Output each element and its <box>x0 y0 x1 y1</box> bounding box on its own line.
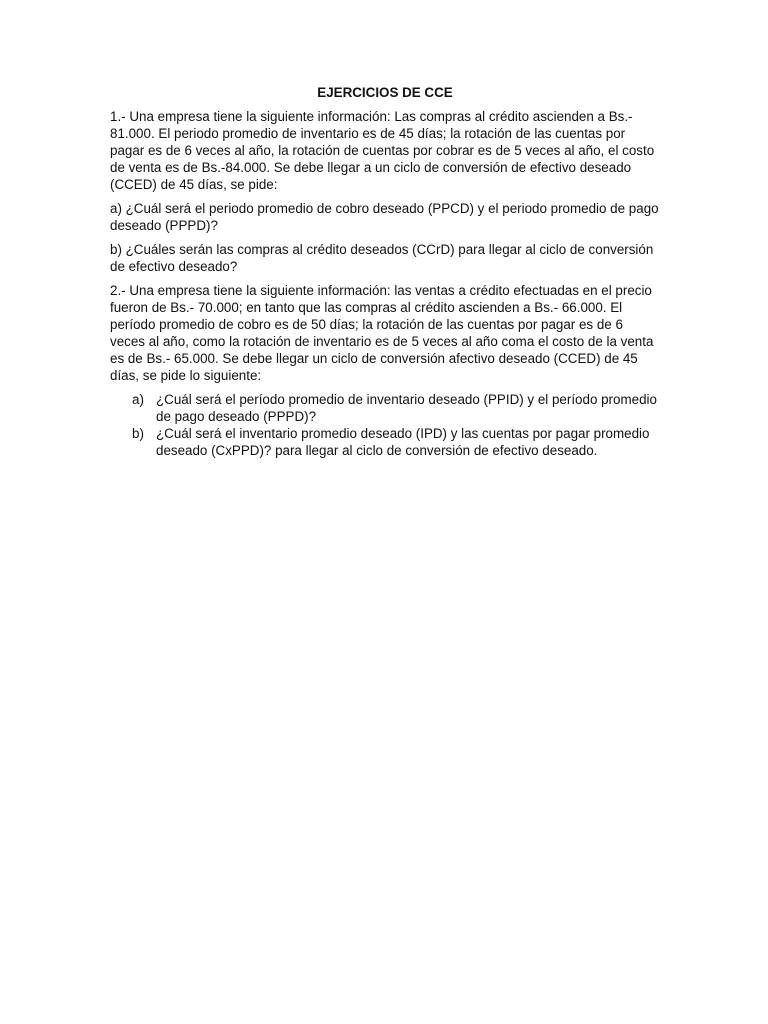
list-item-text: ¿Cuál será el inventario promedio deseado (IPD) y las cuentas por pagar promedio deseado (CxPPD)? para llegar al ciclo de conversión de efectivo deseado. <box>156 426 650 458</box>
list-marker: b) <box>132 426 144 441</box>
list-item-text: ¿Cuál será el período promedio de inventario deseado (PPID) y el período promedio de pago deseado (PPPD)? <box>156 392 657 424</box>
exercise-2-intro: 2.- Una empresa tiene la siguiente información: las ventas a crédito efectuadas en el precio fueron de Bs.- 70.000; en tanto que las compras al crédito ascienden a Bs.- 66.000. El período promedio de cobro es de 50 días; la rotación de las cuentas por pagar es de 6 veces al año, como la rotación de inventario es de 5 veces al año coma el costo de la venta es de Bs.- 65.000. Se debe llegar un ciclo de conversión afectivo deseado (CCED) de 45 días, se pide lo siguiente: <box>110 283 654 383</box>
document-title: EJERCICIOS DE CCE <box>317 85 453 100</box>
exercise-2-question-a <box>110 391 660 425</box>
exercise-1-question-b: b) ¿Cuáles serán las compras al crédito deseados (CCrD) para llegar al ciclo de conversión de efectivo deseado? <box>110 242 654 274</box>
list-marker: a) <box>132 392 144 407</box>
exercise-2-question-b <box>110 425 660 459</box>
document-content <box>110 84 660 459</box>
exercise-2-question-list <box>110 391 660 459</box>
exercise-1-question-a: a) ¿Cuál será el periodo promedio de cobro deseado (PPCD) y el periodo promedio de pago deseado (PPPD)? <box>110 201 659 233</box>
exercise-1-intro: 1.- Una empresa tiene la siguiente información: Las compras al crédito ascienden a Bs.- 81.000. El periodo promedio de inventario es de 45 días; la rotación de las cuentas por pagar es de 6 veces al año, la rotación de cuentas por cobrar es de 5 veces al año, el costo de venta es de Bs.-84.000. Se debe llegar a un ciclo de conversión de efectivo deseado (CCED) de 45 días, se pide: <box>110 109 655 192</box>
